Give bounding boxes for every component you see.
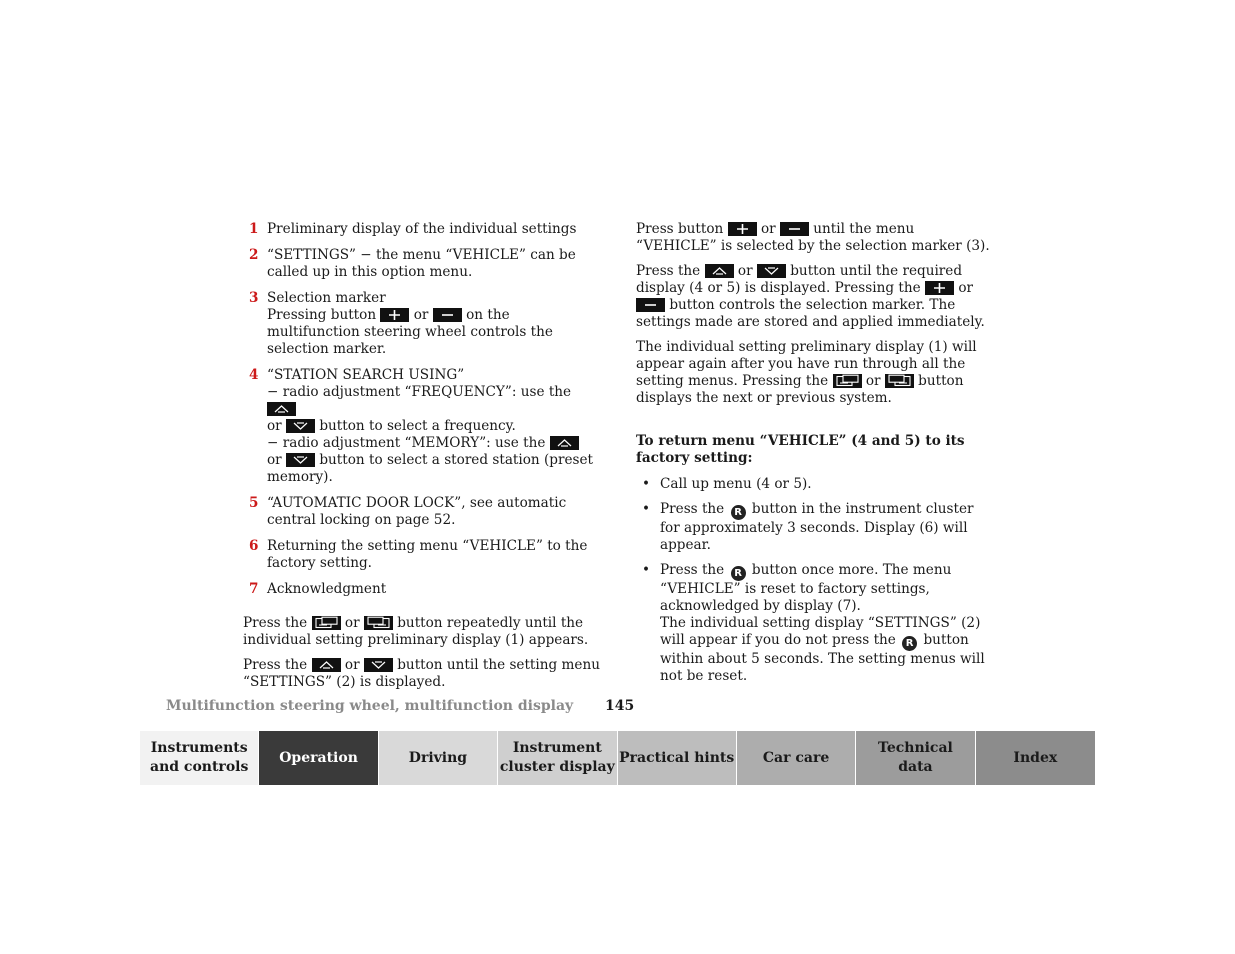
tab-instrument-cluster-display[interactable] bbox=[498, 731, 617, 785]
down-arrow-button-icon bbox=[286, 419, 315, 433]
screen-forward-button-icon bbox=[364, 616, 393, 630]
para-text: Press the bbox=[243, 657, 308, 673]
up-arrow-button-icon bbox=[312, 658, 341, 672]
reset-button-icon: R bbox=[731, 505, 746, 520]
item-text: button to select a frequency. bbox=[319, 418, 516, 434]
para-text: or bbox=[760, 221, 776, 237]
running-footer-title: Multifunction steering wheel, multifunction display bbox=[166, 698, 574, 714]
bullet-text: Press the bbox=[660, 501, 725, 517]
page-number: 145 bbox=[605, 698, 635, 714]
item-title: Selection marker bbox=[267, 290, 386, 306]
para-text: or bbox=[958, 280, 973, 296]
tab-index[interactable] bbox=[976, 731, 1095, 785]
plus-button-icon bbox=[925, 281, 954, 295]
item-text: or bbox=[267, 452, 282, 468]
para-text: Press the bbox=[636, 263, 701, 279]
paragraph bbox=[243, 657, 603, 691]
list-item bbox=[243, 221, 603, 238]
down-arrow-button-icon bbox=[757, 264, 786, 278]
list-item bbox=[243, 367, 603, 486]
tab-label: Technical data bbox=[878, 740, 953, 775]
tab-label: Index bbox=[1013, 749, 1058, 766]
item-text: on the multifunction steering wheel controls the selection marker. bbox=[267, 307, 553, 357]
minus-button-icon bbox=[780, 222, 809, 236]
up-arrow-button-icon bbox=[267, 402, 296, 416]
plus-button-icon bbox=[380, 308, 409, 322]
item-text: Acknowledgment bbox=[267, 581, 387, 597]
item-text: Pressing button bbox=[267, 307, 377, 323]
tab-technical-data[interactable] bbox=[856, 731, 975, 785]
para-text: or bbox=[344, 615, 360, 631]
tab-car-care[interactable] bbox=[737, 731, 856, 785]
bullet-item bbox=[636, 476, 996, 493]
tab-label: Operation bbox=[279, 749, 358, 766]
para-text: button until the setting menu “SETTINGS” (2) is displayed. bbox=[243, 657, 600, 690]
para-text: or bbox=[737, 263, 753, 279]
tab-operation[interactable] bbox=[259, 731, 378, 785]
bullet-glyph: • bbox=[642, 501, 651, 517]
item-number: 3 bbox=[249, 290, 259, 306]
item-text: or bbox=[267, 418, 282, 434]
down-arrow-button-icon bbox=[364, 658, 393, 672]
bullet-text: button once more. The menu “VEHICLE” is reset to factory settings, acknowledged by display (7). bbox=[660, 562, 952, 614]
para-text: Press button bbox=[636, 221, 724, 237]
section-heading: To return menu “VEHICLE” (4 and 5) to its factory setting: bbox=[636, 433, 965, 466]
bullet-glyph: • bbox=[642, 476, 651, 492]
para-text: or bbox=[865, 373, 881, 389]
section-tab-bar bbox=[140, 731, 1095, 785]
para-text: or bbox=[344, 657, 360, 673]
list-item bbox=[243, 247, 603, 281]
minus-button-icon bbox=[636, 298, 665, 312]
right-column bbox=[636, 221, 996, 693]
left-column bbox=[243, 221, 603, 699]
item-text: “SETTINGS” − the menu “VEHICLE” can be called up in this option menu. bbox=[267, 247, 576, 280]
item-number: 4 bbox=[249, 367, 259, 383]
item-text: − radio adjustment “FREQUENCY”: use the bbox=[267, 384, 572, 400]
item-text: − radio adjustment “MEMORY”: use the bbox=[267, 435, 546, 451]
item-number: 2 bbox=[249, 247, 259, 263]
bullet-text: button within about 5 seconds. The setting menus will not be reset. bbox=[660, 632, 985, 684]
para-text: button controls the selection marker. The settings made are stored and applied immediately. bbox=[636, 297, 985, 330]
item-text: “AUTOMATIC DOOR LOCK”, see automatic central locking on page 52. bbox=[267, 495, 567, 528]
item-number: 7 bbox=[249, 581, 259, 597]
paragraph bbox=[636, 339, 996, 407]
bullet-text: Call up menu (4 or 5). bbox=[660, 476, 812, 492]
para-text: button repeatedly until the individual setting preliminary display (1) appears. bbox=[243, 615, 589, 648]
item-text: button to select a stored station (preset memory). bbox=[267, 452, 594, 485]
tab-label: Driving bbox=[408, 749, 468, 766]
item-text: Returning the setting menu “VEHICLE” to the factory setting. bbox=[267, 538, 588, 571]
bullet-item bbox=[636, 501, 996, 554]
para-text: button until the required display (4 or 5) is displayed. Pressing the bbox=[636, 263, 963, 296]
tab-label: Instruments and controls bbox=[150, 740, 249, 775]
list-item bbox=[243, 581, 603, 598]
screen-back-button-icon bbox=[833, 374, 862, 388]
item-number: 6 bbox=[249, 538, 259, 554]
screen-forward-button-icon bbox=[885, 374, 914, 388]
para-text: until the menu “VEHICLE” is selected by the selection marker (3). bbox=[636, 221, 990, 254]
tab-label: Practical hints bbox=[619, 749, 735, 766]
screen-back-button-icon bbox=[312, 616, 341, 630]
bullet-glyph: • bbox=[642, 562, 651, 578]
down-arrow-button-icon bbox=[286, 453, 315, 467]
bullet-text: button in the instrument cluster for approximately 3 seconds. Display (6) will appear. bbox=[660, 501, 974, 553]
list-item bbox=[243, 290, 603, 358]
item-title: “STATION SEARCH USING” bbox=[267, 367, 465, 383]
tab-label: Instrument cluster display bbox=[499, 740, 615, 775]
item-text: or bbox=[413, 307, 429, 323]
tab-instruments-and-controls[interactable] bbox=[140, 731, 259, 785]
paragraph bbox=[636, 221, 996, 255]
item-number: 1 bbox=[249, 221, 259, 237]
item-number: 5 bbox=[249, 495, 259, 511]
bullet-text: The individual setting display “SETTINGS” (2) will appear if you do not press the bbox=[660, 615, 981, 648]
para-text: The individual setting preliminary display (1) will appear again after you have run through all the setting menus. Pressing the bbox=[636, 339, 977, 389]
bullet-text: Press the bbox=[660, 562, 725, 578]
paragraph bbox=[636, 263, 996, 331]
list-item bbox=[243, 538, 603, 572]
item-text: Preliminary display of the individual settings bbox=[267, 221, 577, 237]
up-arrow-button-icon bbox=[550, 436, 579, 450]
plus-button-icon bbox=[728, 222, 757, 236]
bullet-item bbox=[636, 562, 996, 685]
para-text: Press the bbox=[243, 615, 308, 631]
tab-practical-hints[interactable] bbox=[618, 731, 737, 785]
reset-button-icon: R bbox=[902, 636, 917, 651]
list-item bbox=[243, 495, 603, 529]
up-arrow-button-icon bbox=[705, 264, 734, 278]
para-text: button displays the next or previous system. bbox=[636, 373, 964, 406]
minus-button-icon bbox=[433, 308, 462, 322]
tab-label: Car care bbox=[762, 749, 830, 766]
paragraph bbox=[243, 615, 603, 649]
tab-driving[interactable] bbox=[379, 731, 498, 785]
reset-button-icon: R bbox=[731, 566, 746, 581]
